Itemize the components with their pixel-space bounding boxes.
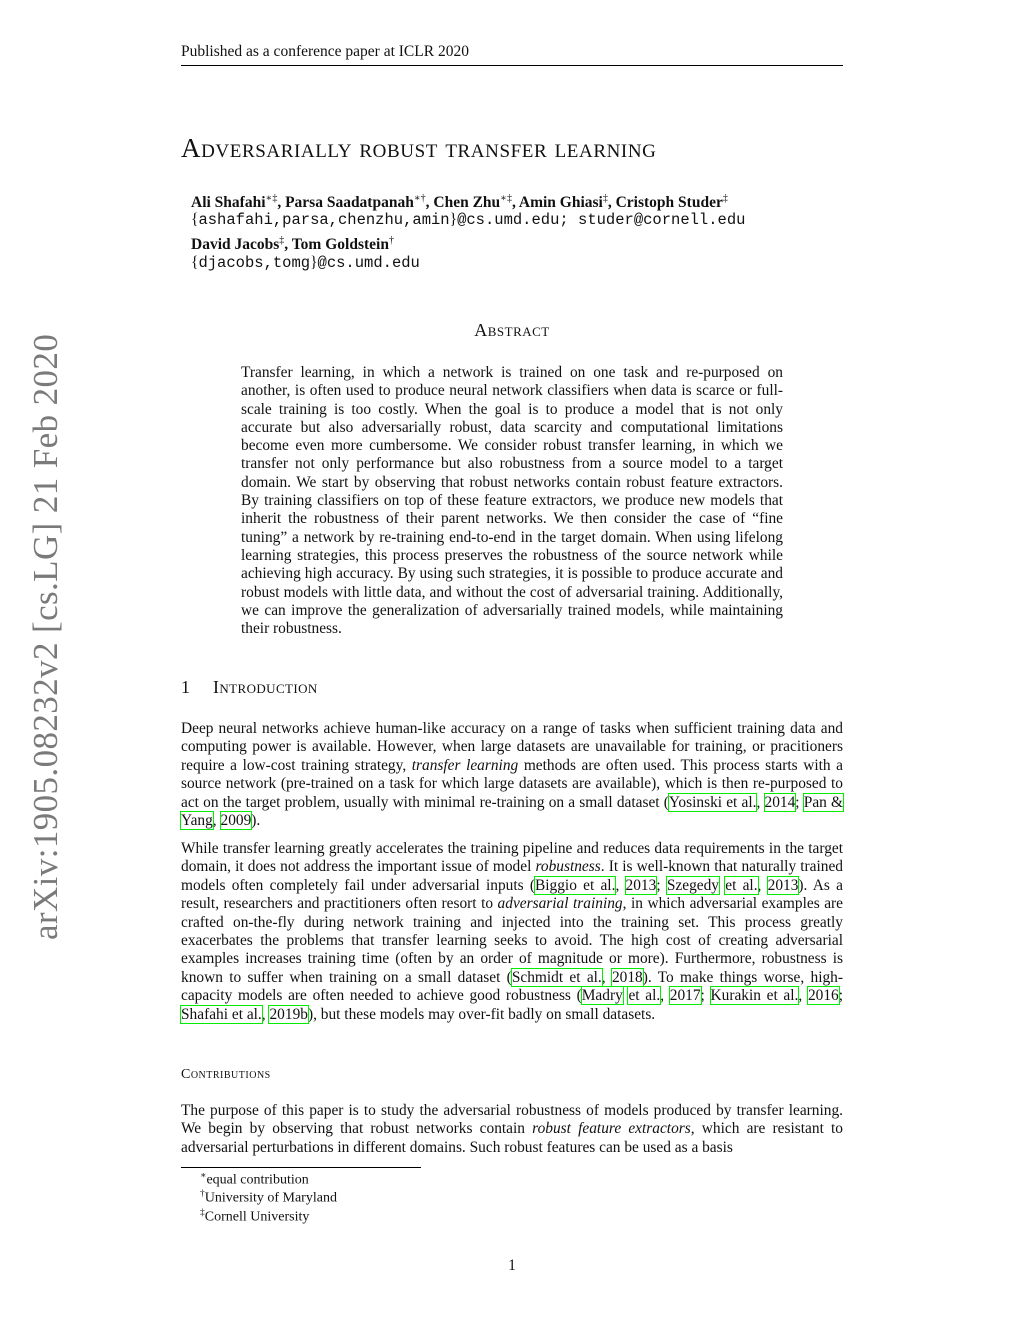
footnote-text: University of Maryland: [204, 1190, 337, 1206]
email-brace-close: }: [449, 211, 458, 228]
footnote-text: equal contribution: [206, 1172, 309, 1188]
section-number: 1: [181, 677, 191, 697]
author-name: Cristoph Studer: [615, 194, 723, 212]
author-name: David Jacobs: [191, 236, 280, 254]
author-line-2: David Jacobs‡, Tom Goldstein†: [191, 235, 394, 254]
footnote-rule: [181, 1167, 421, 1168]
citation-link[interactable]: Biggio et al.: [534, 876, 616, 894]
author-name: Chen Zhu: [433, 194, 501, 212]
author-affiliation-mark: ‡: [722, 193, 728, 204]
text-run: ,: [615, 876, 626, 894]
author-line-1: Ali Shafahi∗‡, Parsa Saadatpanah∗†, Chen Zhu∗‡, Amin Ghiasi‡, Cristoph Studer‡: [191, 193, 728, 212]
text-run: Deep neural networks achieve human-like accuracy on a range of tasks when sufficient training data and computing power is available. However, when large datasets are unavailable for training, or pracitioners require a low-cost training strategy,: [181, 720, 843, 774]
running-header: Published as a conference paper at ICLR 2020: [181, 43, 469, 60]
text-run: , which are resistant to adversarial perturbations in different domains. Such robust features can be used as a basis: [181, 1120, 843, 1156]
author-affiliation-mark: ∗‡: [500, 193, 512, 204]
text-run: . It is well-known that naturally trained models often completely fail under adversarial inputs (: [181, 858, 843, 894]
email-names: djacobs,tomg: [198, 254, 311, 272]
author-emails-1: [191, 211, 745, 229]
text-run: ;: [795, 793, 804, 811]
text-run: ,: [212, 812, 221, 830]
text-run: ,: [757, 876, 768, 894]
contributions-heading: Contributions: [181, 1067, 271, 1082]
header-rule: [181, 65, 843, 66]
email-separator: ;: [559, 211, 569, 229]
arxiv-identifier-stamp: arXiv:1905.08232v2 [cs.LG] 21 Feb 2020: [26, 333, 65, 940]
author-name: Ali Shafahi: [191, 194, 266, 212]
citation-link[interactable]: Szegedy: [666, 876, 719, 894]
citation-link[interactable]: 2018: [611, 968, 643, 986]
footnote-text: Cornell University: [204, 1209, 310, 1225]
text-run: ,: [756, 793, 765, 811]
email-extra: studer@cornell.edu: [578, 211, 746, 229]
citation-link[interactable]: 2017: [669, 987, 701, 1005]
text-run: methods are often used. This process starts with a source network (pre-trained on a task for which large datasets are available), which is then re-purposed to act on the target problem, usually with minimal re-training on a small dataset (: [181, 756, 843, 811]
emphasis: adversarial training: [497, 895, 623, 913]
citation-link[interactable]: Schmidt et al.: [511, 968, 602, 986]
author-affiliation-mark: ∗†: [413, 193, 426, 204]
email-domain: @cs.umd.edu: [457, 211, 560, 229]
abstract-text: Transfer learning, in which a network is trained on one task and re-purposed on another, is often used to produce neural network classifiers when data is scarce or full-scale training is too costly. When the goal is to produce a model that is not only accurate but also adversarially robust, data scarcity and computational limitations become even more cumbersome. We consider robust transfer learning, in which we transfer not only performance but also robustness from a source model to a target domain. We start by observing that robust networks contain robust feature extractors. By training classifiers on top of these feature extractors, we produce new models that inherit the robustness of their parent networks. We then consider the case of “fine tuning” a network by re-training end-to-end in the target domain. When using lifelong learning strategies, this process preserves the robustness of the source network while achieving high accuracy. By using such strategies, it is possible to produce accurate and robust models with little data, and without the cost of adversarial training. Additionally, we can improve the generalization of adversarially trained models, while maintaining their robustness.: [241, 364, 783, 638]
text-run: , in which adversarial examples are crafted on-the-fly during network training and injected into the training set. This process greatly exacerbates the problems that transfer learning seeks to avoid. The high cost of creating adversarial examples increases training time (often by an order of magnitude or more). Furthermore, robustness is known to suffer when training on a small dataset (: [181, 895, 843, 986]
text-run: ;: [700, 987, 711, 1005]
email-brace-open: {: [191, 254, 199, 271]
author-name: Parsa Saadatpanah: [285, 194, 414, 212]
citation-link[interactable]: Yosinski et al.: [668, 793, 757, 811]
author-affiliation-mark: ∗‡: [265, 193, 278, 204]
footnote-mark: †: [200, 1189, 205, 1199]
contributions-paragraph: [181, 1102, 843, 1157]
page-number: 1: [508, 1257, 516, 1274]
text-run: While transfer learning greatly accelerates the training pipeline and reduces data requirements in the target domain, it does not address the important issue of model: [181, 840, 843, 876]
citation-link[interactable]: 2016: [807, 987, 839, 1005]
email-domain: @cs.umd.edu: [317, 254, 420, 272]
author-affiliation-mark: ‡: [279, 235, 285, 246]
paper-title: Adversarially robust transfer learning: [181, 133, 657, 163]
text-run: ,: [660, 987, 670, 1005]
text-run: ,: [601, 968, 612, 986]
intro-paragraph-1: [181, 720, 843, 830]
author-name: Tom Goldstein: [291, 236, 389, 254]
abstract-heading: Abstract: [474, 320, 550, 340]
citation-link[interactable]: Shafahi et al.: [181, 1005, 262, 1023]
text-run: ;: [656, 876, 667, 894]
text-run: ). To make things worse, high-capacity models are often needed to achieve good robustness (: [181, 968, 843, 1005]
footnote-mark: ‡: [200, 1208, 205, 1218]
citation-link[interactable]: et al.: [628, 987, 661, 1005]
author-affiliation-mark: ‡: [602, 193, 608, 204]
footnote: [200, 1170, 309, 1189]
citation-link[interactable]: 2014: [764, 793, 796, 811]
citation-link[interactable]: 2009: [220, 812, 252, 830]
intro-paragraph-2: [181, 840, 843, 1024]
footnote: [200, 1208, 309, 1226]
author-name: Amin Ghiasi: [518, 194, 603, 212]
emphasis: robustness: [535, 858, 601, 876]
text-run: ), but these models may over-fit badly on small datasets.: [307, 1005, 656, 1023]
text-run: ).: [251, 812, 261, 830]
text-run: The purpose of this paper is to study the adversarial robustness of models produced by transfer learning. We begin by observing that robust networks contain: [181, 1102, 843, 1138]
text-run: ). As a result, researchers and practitioners often resort to: [181, 876, 843, 913]
email-brace-open: {: [191, 211, 199, 228]
author-affiliation-mark: †: [388, 235, 394, 246]
citation-link[interactable]: Madry: [581, 987, 623, 1005]
citation-link[interactable]: 2019b: [269, 1005, 308, 1023]
emphasis: robust feature extractors: [532, 1120, 691, 1138]
text-run: ;: [838, 987, 843, 1005]
text-run: ,: [798, 987, 808, 1005]
citation-link[interactable]: 2013: [625, 876, 657, 894]
citation-link[interactable]: Pan & Yang: [181, 793, 844, 830]
author-emails-2: [191, 254, 420, 272]
section-heading-introduction: [181, 677, 318, 698]
citation-link[interactable]: Kurakin et al.: [710, 987, 799, 1005]
emphasis: transfer learning: [411, 756, 519, 774]
citation-link[interactable]: et al.: [725, 876, 758, 894]
footnote: [200, 1189, 337, 1207]
section-title: Introduction: [213, 677, 318, 697]
email-names: ashafahi,parsa,chenzhu,amin: [198, 211, 450, 229]
footnote-mark: ∗: [200, 1171, 207, 1181]
text-run: ,: [261, 1005, 270, 1023]
citation-link[interactable]: 2013: [767, 876, 799, 894]
email-brace-close: }: [310, 254, 318, 271]
